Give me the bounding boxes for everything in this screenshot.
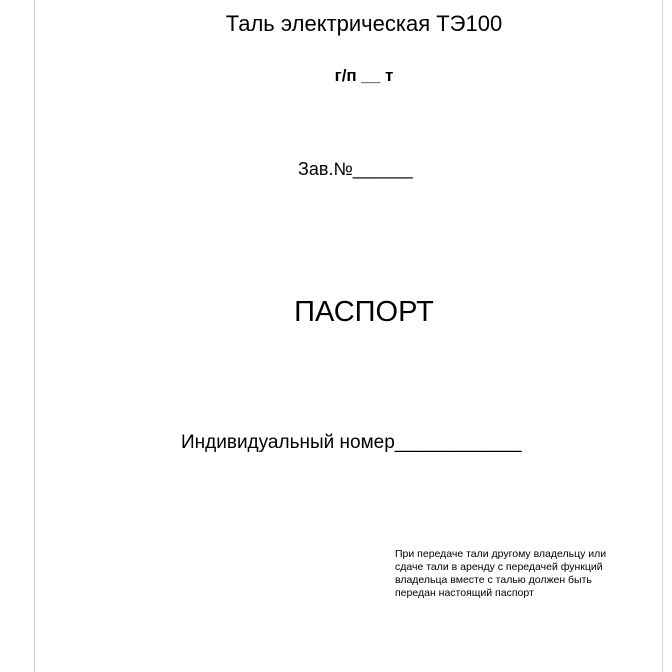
passport-heading: ПАСПОРТ <box>294 296 434 328</box>
document-title: Таль электрическая ТЭ100 <box>225 11 503 36</box>
individual-number-field: Индивидуальный номер____________ <box>181 432 522 453</box>
transfer-note-line: При передаче тали другому владельцу или <box>395 548 607 560</box>
transfer-note-line: владельца вместе с талью должен быть <box>395 574 592 586</box>
serial-number-field: Зав.№______ <box>298 159 413 179</box>
transfer-note <box>395 548 635 600</box>
lifting-capacity: г/п __ т <box>334 66 394 85</box>
page-left-border <box>34 0 35 672</box>
transfer-note-line: сдаче тали в аренду с передачей функций <box>395 561 603 573</box>
page-right-border <box>662 0 663 672</box>
transfer-note-line: передан настоящий паспорт <box>395 587 534 599</box>
